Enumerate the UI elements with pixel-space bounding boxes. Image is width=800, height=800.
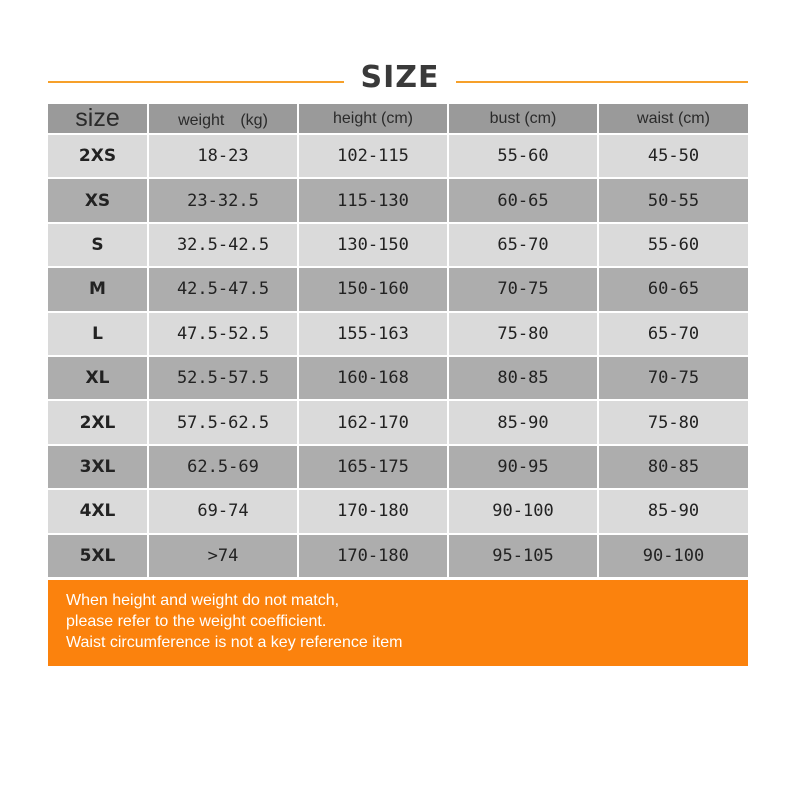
waist-cell: 60-65 — [599, 268, 748, 312]
title-divider-left — [48, 81, 344, 83]
height-cell: 130-150 — [299, 224, 449, 268]
table-row — [48, 357, 748, 401]
page-title: SIZE — [360, 60, 440, 95]
table-row — [48, 268, 748, 312]
weight-cell: 32.5-42.5 — [149, 224, 299, 268]
bust-cell: 95-105 — [449, 535, 599, 579]
table-row — [48, 446, 748, 490]
note-line: Waist circumference is not a key reference item — [66, 634, 403, 651]
waist-cell: 80-85 — [599, 446, 748, 490]
weight-cell: 18-23 — [149, 135, 299, 179]
waist-cell: 65-70 — [599, 313, 748, 357]
weight-cell: 57.5-62.5 — [149, 401, 299, 445]
table-row — [48, 135, 748, 179]
table-row — [48, 313, 748, 357]
waist-cell: 50-55 — [599, 179, 748, 223]
bust-cell: 80-85 — [449, 357, 599, 401]
bust-cell: 75-80 — [449, 313, 599, 357]
weight-cell: 69-74 — [149, 490, 299, 534]
height-cell: 150-160 — [299, 268, 449, 312]
bust-cell: 65-70 — [449, 224, 599, 268]
size-label: 2XS — [48, 135, 149, 179]
waist-cell: 70-75 — [599, 357, 748, 401]
height-cell: 115-130 — [299, 179, 449, 223]
height-cell: 155-163 — [299, 313, 449, 357]
height-cell: 102-115 — [299, 135, 449, 179]
weight-cell: >74 — [149, 535, 299, 579]
size-label: 4XL — [48, 490, 149, 534]
bust-cell: 55-60 — [449, 135, 599, 179]
waist-cell: 55-60 — [599, 224, 748, 268]
title-row — [48, 58, 748, 104]
note-line: please refer to the weight coefficient. — [66, 613, 327, 630]
header-waist: waist (cm) — [599, 104, 748, 135]
size-label: 5XL — [48, 535, 149, 579]
waist-cell: 85-90 — [599, 490, 748, 534]
height-cell: 162-170 — [299, 401, 449, 445]
bust-cell: 70-75 — [449, 268, 599, 312]
table-row — [48, 535, 748, 579]
height-cell: 165-175 — [299, 446, 449, 490]
table-header-row — [48, 104, 748, 135]
bust-cell: 85-90 — [449, 401, 599, 445]
header-height: height (cm) — [299, 104, 449, 135]
size-label: XS — [48, 179, 149, 223]
size-label: XL — [48, 357, 149, 401]
size-note-banner — [48, 580, 748, 666]
weight-cell: 52.5-57.5 — [149, 357, 299, 401]
waist-cell: 90-100 — [599, 535, 748, 579]
size-chart-table — [48, 104, 748, 579]
weight-cell: 23-32.5 — [149, 179, 299, 223]
height-cell: 170-180 — [299, 535, 449, 579]
header-size: size — [48, 104, 149, 135]
weight-cell: 62.5-69 — [149, 446, 299, 490]
height-cell: 160-168 — [299, 357, 449, 401]
bust-cell: 90-100 — [449, 490, 599, 534]
bust-cell: 60-65 — [449, 179, 599, 223]
header-bust: bust (cm) — [449, 104, 599, 135]
weight-cell: 47.5-52.5 — [149, 313, 299, 357]
weight-cell: 42.5-47.5 — [149, 268, 299, 312]
header-weight: weight (kg) — [149, 104, 299, 135]
height-cell: 170-180 — [299, 490, 449, 534]
table-row — [48, 401, 748, 445]
title-divider-right — [456, 81, 748, 83]
size-label: S — [48, 224, 149, 268]
waist-cell: 75-80 — [599, 401, 748, 445]
size-label: M — [48, 268, 149, 312]
size-label: 3XL — [48, 446, 149, 490]
bust-cell: 90-95 — [449, 446, 599, 490]
size-label: 2XL — [48, 401, 149, 445]
size-label: L — [48, 313, 149, 357]
table-row — [48, 490, 748, 534]
table-row — [48, 179, 748, 223]
table-row — [48, 224, 748, 268]
note-line: When height and weight do not match, — [66, 592, 340, 609]
waist-cell: 45-50 — [599, 135, 748, 179]
